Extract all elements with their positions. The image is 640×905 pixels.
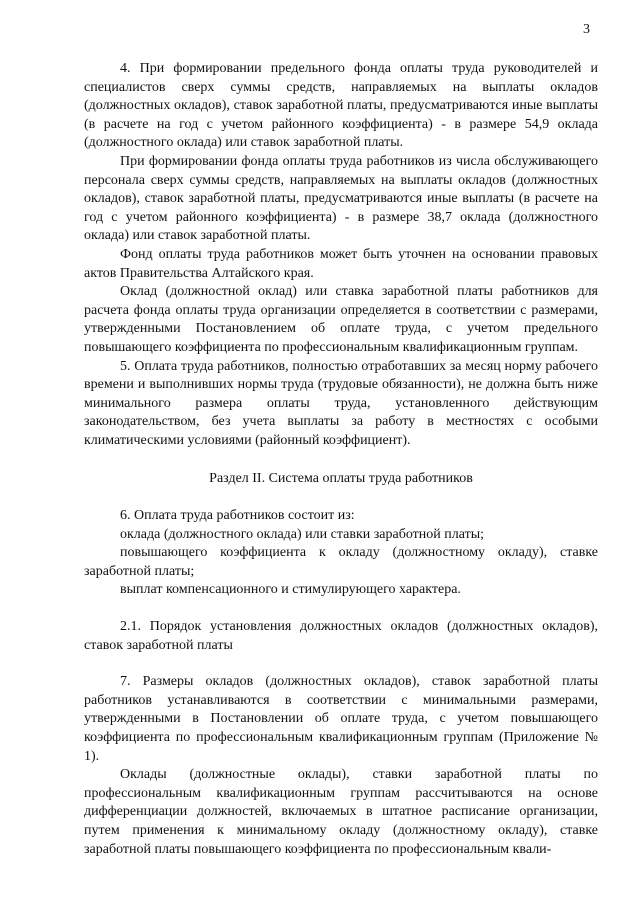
item6-intro: 6. Оплата труда работников состоит из: — [120, 508, 355, 524]
item6-list-item-3: выплат компенсационного и стимулирующего характера. — [120, 582, 461, 598]
paragraph-item5: 5. Оплата труда работников, полностью отработавших за месяц норму рабочего времени и выполнивших нормы труда (трудовые обязанности), не должна быть ниже минимального размера оплаты труда, установленного действующим законодательством, без учета выплаты за работу в местностях с особыми климатическими условиями (районный коэффициент). — [84, 358, 598, 448]
paragraph-final: Оклады (должностные оклады), ставки заработной платы по профессиональным квалификационным группам рассчитываются на основе дифференциации должностей, включаемых в штатное расписание организации, путем применения к минимальному окладу (должностному окладу), ставке заработной платы повышающего коэффициента по профессиональным квали- — [84, 767, 598, 857]
paragraph-item4: 4. При формировании предельного фонда оплаты труда руководителей и специалистов сверх суммы средств, направляемых на выплаты окладов (должностных окладов), ставок заработной платы, предусматриваются иные выплаты (в расчете на год с учетом районного коэффициента) - в размере 54,9 оклада (должностного оклада) или ставок заработной платы. — [84, 61, 598, 151]
paragraph-service-staff: При формировании фонда оплаты труда работников из числа обслуживающего персонала сверх суммы средств, направляемых на выплаты окладов (должностных окладов), ставок заработной платы, предусматриваются иные выплаты (в расчете на год с учетом районного коэффициента) - в размере 38,7 оклада (должностного оклада) или ставок заработной платы. — [84, 153, 598, 244]
page-number: 3 — [583, 22, 590, 37]
paragraph-item7: 7. Размеры окладов (должностных окладов), ставок заработной платы работников устанавливаются в соответствии с минимальными размерами, утвержденными в Постановлении об оплате труда, с учетом повышающего коэффициента по профессиональным квалификационным группам (Приложение № 1). — [84, 674, 598, 764]
item6-list-item-1: оклада (должностного оклада) или ставки заработной платы; — [120, 526, 484, 542]
subsection-2-1: 2.1. Порядок установления должностных окладов (должностных окладов), ставок заработной платы — [84, 619, 598, 653]
section-heading: Раздел II. Система оплаты труда работников — [209, 471, 473, 487]
paragraph-salary-calculation: Оклад (должностной оклад) или ставка заработной платы работников для расчета фонда оплаты труда организации определяется в соответствии с размерами, утвержденными Постановлением об оплате труда, с учетом предельного повышающего коэффициента по профессиональным квалификационным группам. — [84, 284, 598, 355]
paragraph-fund-clarification: Фонд оплаты труда работников может быть уточнен на основании правовых актов Правительства Алтайского края. — [84, 246, 598, 281]
document-body — [84, 60, 598, 859]
item6-list-item-2: повышающего коэффициента к окладу (должностному окладу), ставке заработной платы; — [84, 545, 598, 579]
